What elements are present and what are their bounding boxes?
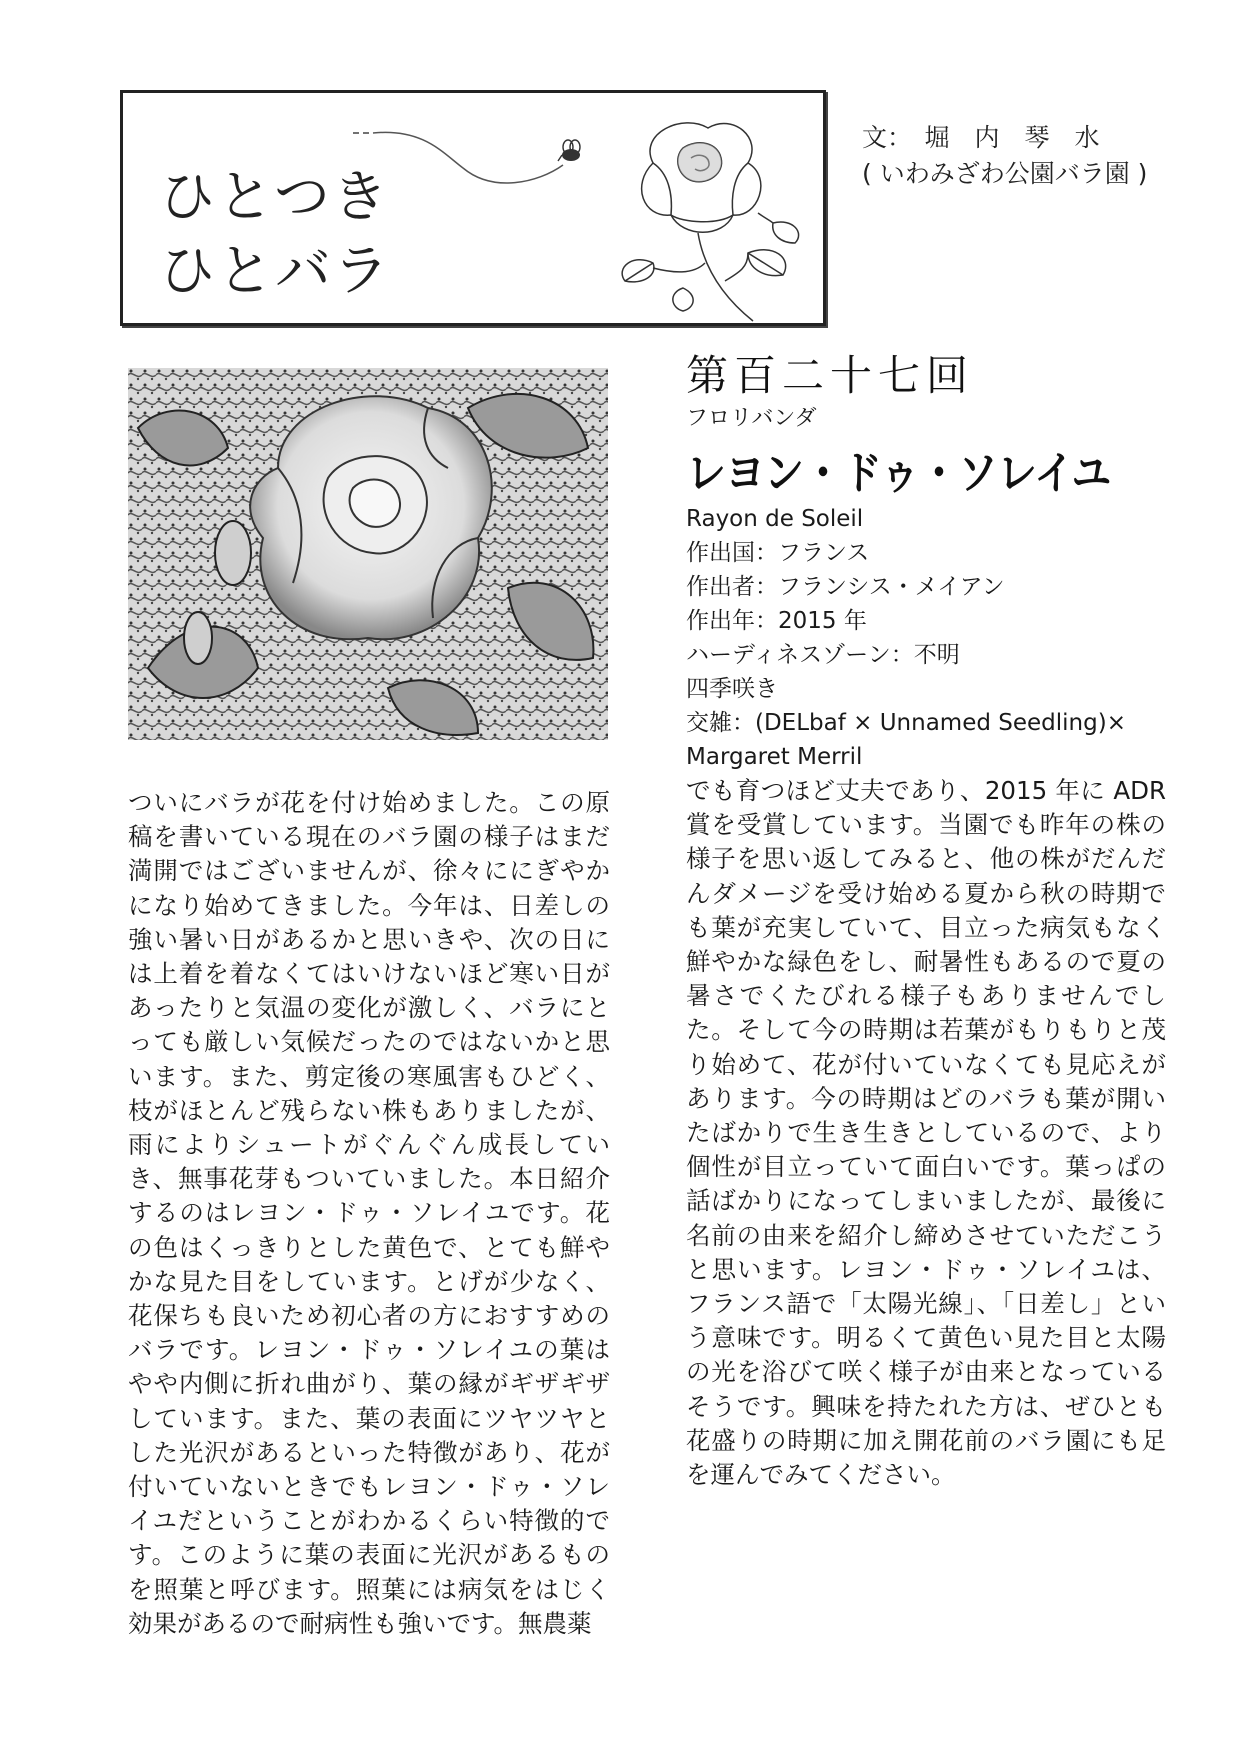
rose-name-japanese: レヨン・ドゥ・ソレイユ	[686, 448, 1111, 500]
spec-breeder: 作出者：フランシス・メイアン	[686, 574, 1005, 600]
series-title: ひとつき ひとバラ	[159, 165, 391, 304]
spec-parentage: 交雑：(DELbaf × Unnamed Seedling)×	[686, 710, 1126, 736]
spec-country: 作出国：フランス	[686, 540, 870, 566]
author-credit	[862, 120, 1147, 192]
spec-bloom-type: 四季咲き	[686, 676, 778, 702]
rose-category: フロリバンダ	[686, 406, 817, 431]
body-text-right: でも育つほど丈夫であり、2015 年に ADR 賞を受賞しています。当園でも昨年の株の様子を思い返してみると、他の株がだんだんダメージを受け始める夏から秋の時期でも葉が充実していて、目立った病気もなく鮮やかな緑色をし、耐暑性もあるので夏の暑さでくたびれる様子もありませんでした。そして今の時期は若葉がもりもりと茂り始めて、花が付いていなくても見応えがあります。今の時期はどのバラも葉が開いたばかりで生き生きとしているので、より個性が目立っていて面白いです。葉っぱの話ばかりになってしまいましたが、最後に名前の由来を紹介し締めさせていただこうと思います。レヨン・ドゥ・ソレイユは、フランス語で「太陽光線」、「日差し」という意味です。明るくて黄色い見た目と太陽の光を浴びて咲く様子が由来となっているそうです。興味を持たれた方は、ぜひとも花盛りの時期に加え開花前のバラ園にも足を運んでみてください。	[686, 776, 1166, 1490]
spec-hardiness-zone: ハーディネスゾーン：不明	[686, 642, 960, 668]
body-text-left: ついにバラが花を付け始めました。この原稿を書いている現在のバラ園の様子はまだ満開ではございませんが、徐々ににぎやかになり始めてきました。今年は、日差しの強い暑い日があるかと思いきや、次の日には上着を着なくてはいけないほど寒い日があったりと気温の変化が激しく、バラにとっても厳しい気候だったのではないかと思います。また、剪定後の寒風害もひどく、枝がほとんど残らない株もありましたが、雨によりシュートがぐんぐん成長していき、無事花芽もついていました。本日紹介するのはレヨン・ドゥ・ソレイユです。花の色はくっきりとした黄色で、とても鮮やかな見た目をしています。とげが少なく、花保ちも良いため初心者の方におすすめのバラです。レヨン・ドゥ・ソレイユの葉はやや内側に折れ曲がり、葉の縁がギザギザしています。また、葉の表面にツヤツヤとした光沢があるといった特徴があり、花が付いていないときでもレヨン・ドゥ・ソレイユだということがわかるくらい特徴的です。このように葉の表面に光沢があるものを照葉と呼びます。照葉には病気をはじく効果があるので耐病性も強いです。無農薬	[128, 788, 610, 1638]
author-name: 文： 堀 内 琴 水	[862, 123, 1100, 152]
rose-profile	[686, 350, 1166, 1492]
rose-and-bee-illustration-icon	[353, 103, 813, 323]
rose-photo	[128, 368, 608, 740]
spec-parentage-cont: Margaret Merril	[686, 744, 863, 770]
rose-name-english: Rayon de Soleil	[686, 506, 864, 532]
rose-photo-icon	[128, 368, 608, 740]
author-affiliation: ( いわみざわ公園バラ園 )	[862, 159, 1148, 188]
episode-number: 第百二十七回	[686, 351, 975, 400]
series-header-box	[120, 90, 826, 326]
spec-year: 作出年：2015 年	[686, 608, 867, 634]
